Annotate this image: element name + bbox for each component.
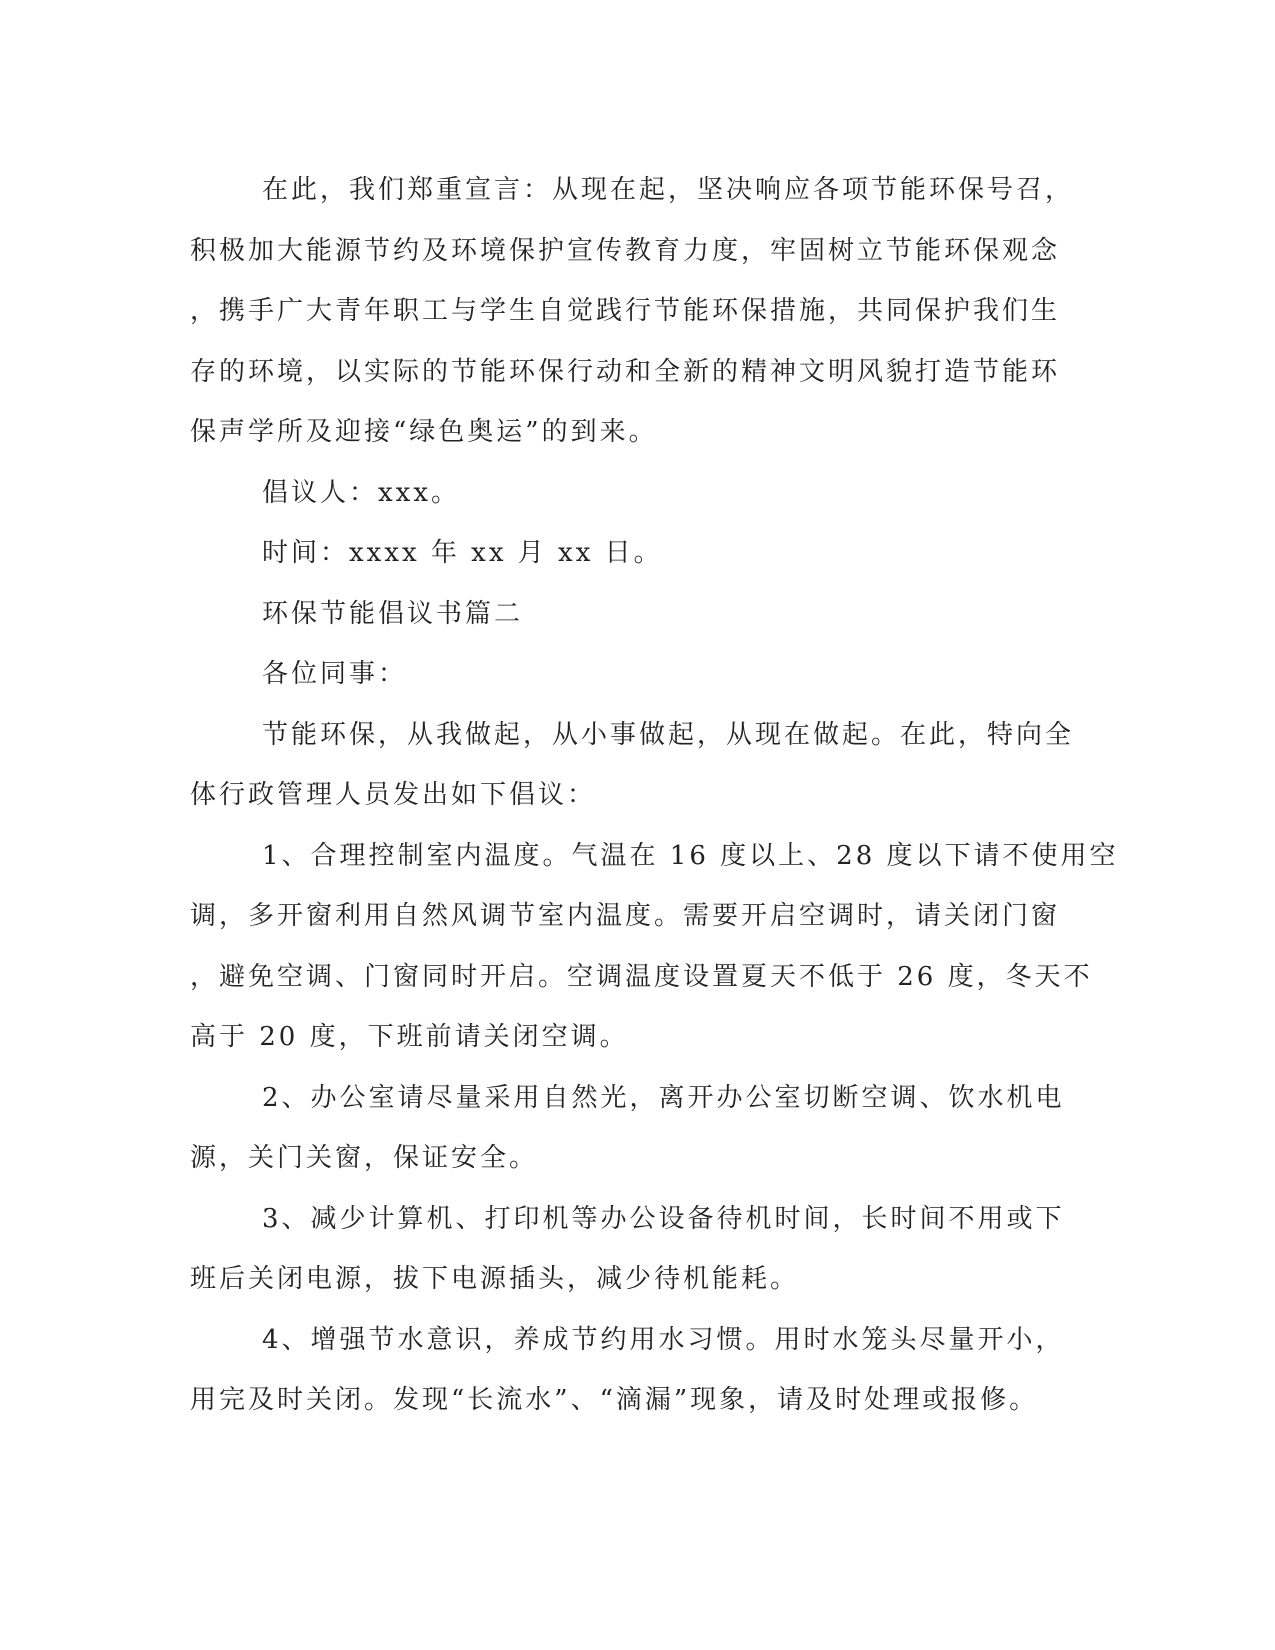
list-item-2-line: 2、办公室请尽量采用自然光，离开办公室切断空调、饮水机电 [262,1082,1065,1113]
salutation: 各位同事： [262,659,408,689]
text-line: 存的环境，以实际的节能环保行动和全新的精神文明风貌打造节能环 [190,356,1061,387]
list-item-3-line: 班后关闭电源，拔下电源插头，减少待机能耗。 [190,1264,800,1294]
list-item-3-line: 3、减少计算机、打印机等办公设备待机时间，长时间不用或下 [262,1203,1065,1234]
list-item-1-line: 调，多开窗利用自然风调节室内温度。需要开启空调时，请关闭门窗 [190,901,1061,931]
text-line: 在此，我们郑重宣言：从现在起，坚决响应各项节能环保号召， [262,175,1075,205]
date-line: 时间：xxxx 年 xx 月 xx 日。 [262,538,663,568]
list-item-1-line: ，避免空调、门窗同时开启。空调温度设置夏天不低于 26 度，冬天不 [190,961,1093,992]
text-line: 保声学所及迎接“绿色奥运”的到来。 [190,417,658,447]
proposer-line: 倡议人：xxx。 [262,477,460,508]
list-item-4-line: 用完及时关闭。发现“长流水”、“滴漏”现象，请及时处理或报修。 [190,1385,1039,1415]
list-item-2-line: 源，关门关窗，保证安全。 [190,1143,539,1173]
section-title: 环保节能倡议书篇二 [262,598,524,629]
text-line: ，携手广大青年职工与学生自觉践行节能环保措施，共同保护我们生 [190,296,1061,326]
text-line: 节能环保，从我做起，从小事做起，从现在做起。在此，特向全 [262,719,1075,750]
list-item-1-line: 1、合理控制室内温度。气温在 16 度以上、28 度以下请不使用空 [262,840,1119,871]
list-item-1-line: 高于 20 度，下班前请关闭空调。 [190,1022,629,1052]
list-item-4-line: 4、增强节水意识，养成节约用水习惯。用时水笼头尽量开小， [262,1324,1065,1355]
document-body [190,160,1119,1431]
text-line: 体行政管理人员发出如下倡议： [190,780,597,810]
text-line: 积极加大能源节约及环境保护宣传教育力度，牢固树立节能环保观念 [190,235,1061,266]
